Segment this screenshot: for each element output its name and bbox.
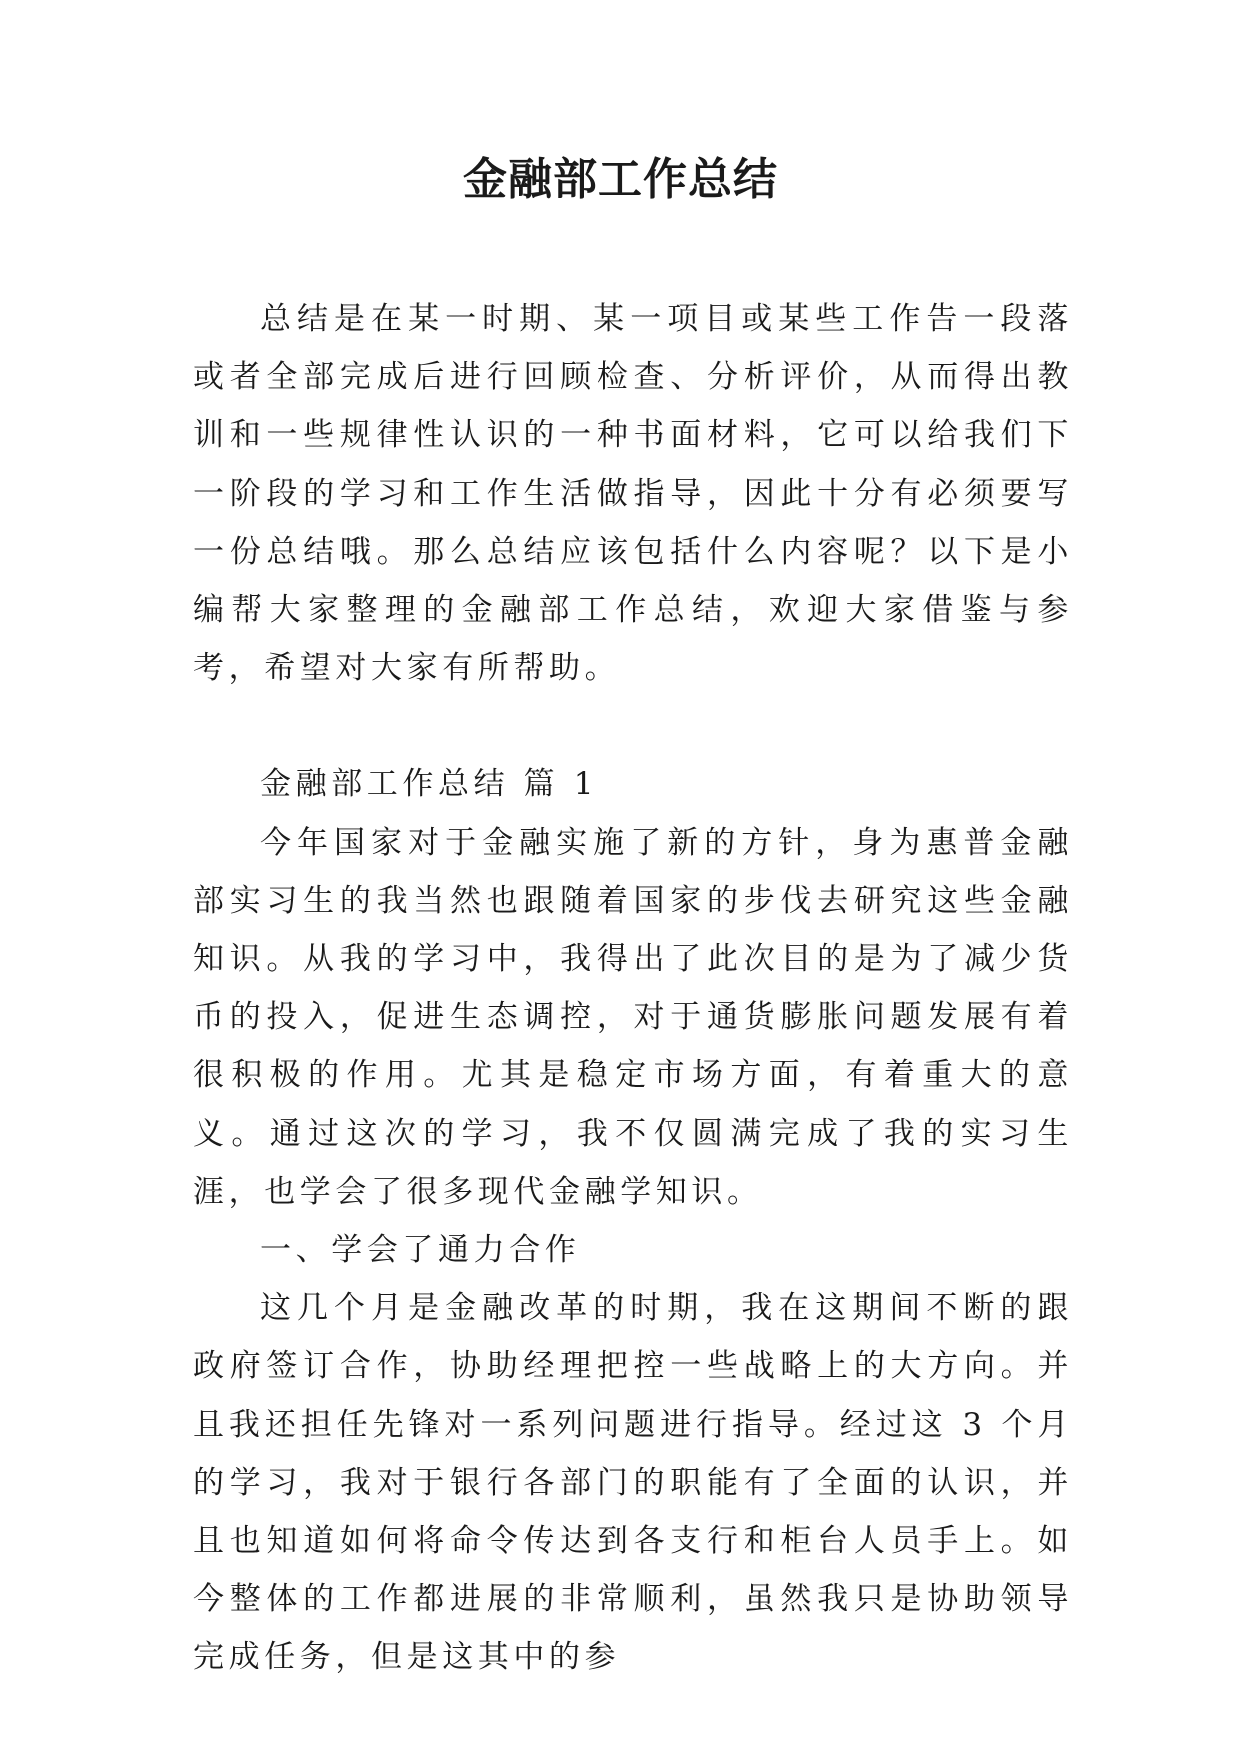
paragraph-2: 这几个月是金融改革的时期，我在这期间不断的跟政府签订合作，协助经理把控一些战略上的大方向。并且我还担任先锋对一系列问题进行指导。经过这 3 个月的学习，我对于银行各部门的职能有了全面的认识，并且也知道如何将命令传达到各支行和柜台人员手上。如今整体的工作都进展的非常顺利，虽然我只是协助领导完成任务，但是这其中的参	[193, 1290, 1073, 1676]
intro-paragraph: 总结是在某一时期、某一项目或某些工作告一段落或者全部完成后进行回顾检查、分析评价，从而得出教训和一些规律性认识的一种书面材料，它可以给我们下一阶段的学习和工作生活做指导，因此十分有必须要写一份总结哦。那么总结应该包括什么内容呢？以下是小编帮大家整理的金融部工作总结，欢迎大家借鉴与参考，希望对大家有所帮助。	[193, 301, 1073, 687]
paragraph-1: 今年国家对于金融实施了新的方针，身为惠普金融部实习生的我当然也跟随着国家的步伐去研究这些金融知识。从我的学习中，我得出了此次目的是为了减少货币的投入，促进生态调控，对于通货膨胀问题发展有着很积极的作用。尤其是稳定市场方面，有着重大的意义。通过这次的学习，我不仅圆满完成了我的实习生涯，也学会了很多现代金融学知识。	[193, 824, 1073, 1210]
document-title: 金融部工作总结	[463, 154, 778, 205]
subheading-1: 一、学会了通力合作	[260, 1232, 581, 1269]
section-heading: 金融部工作总结 篇 1	[260, 766, 599, 803]
paragraph-gap	[193, 697, 1073, 755]
document-body	[193, 290, 1073, 1687]
